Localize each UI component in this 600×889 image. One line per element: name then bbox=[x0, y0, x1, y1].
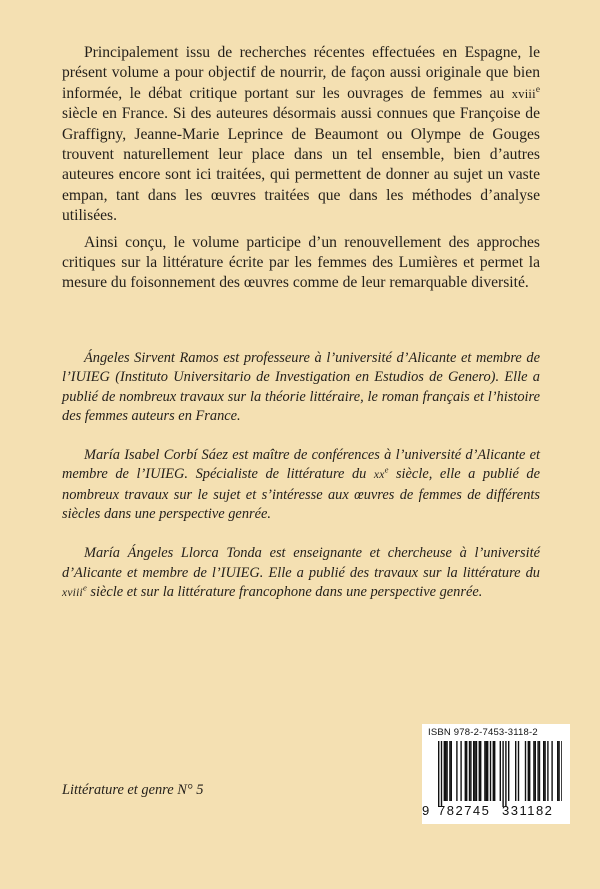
barcode-bar bbox=[484, 741, 485, 801]
barcode-bar bbox=[490, 741, 491, 801]
barcode-bar bbox=[456, 741, 457, 801]
barcode-bar bbox=[557, 741, 558, 801]
barcode-bar bbox=[445, 741, 446, 801]
barcode-guard-bar bbox=[438, 741, 439, 807]
barcode-bar bbox=[537, 741, 538, 801]
barcode-bar bbox=[446, 741, 447, 801]
description-paragraph: Ainsi conçu, le volume participe d’un renouvellement des approches critiques sur la littérature écrite par les femmes des Lumières et permet la mesure du foisonnement des œuvres comme de leur remarquable diversité. bbox=[62, 233, 540, 292]
barcode-guard-bar bbox=[505, 741, 506, 807]
barcode-bar bbox=[493, 741, 494, 801]
book-description bbox=[62, 43, 540, 294]
isbn-label: ISBN 978-2-7453-3118-2 bbox=[428, 727, 538, 738]
barcode-bar bbox=[551, 741, 552, 801]
barcode-bar bbox=[525, 741, 526, 801]
barcode-bar bbox=[449, 741, 450, 801]
barcode-bar bbox=[470, 741, 471, 801]
barcode-bar bbox=[465, 741, 466, 801]
barcode-bar bbox=[500, 741, 501, 801]
barcode-bar bbox=[476, 741, 477, 801]
barcode-bars bbox=[430, 741, 562, 807]
barcode-bar bbox=[479, 741, 480, 801]
author-bio-sirvent-ramos: Ángeles Sirvent Ramos est professeure à l’université d’Alicante et membre de l’IUIEG (Instituto Universitario de Investigation en Estudios de Genero). Elle a publié de nombreux travaux sur la théorie littéraire, le roman français et l’histoire des femmes auteurs en France. bbox=[62, 350, 540, 424]
isbn-barcode: ISBN 978-2-7453-3118-2 9 782745 331182 bbox=[422, 724, 570, 824]
barcode-bar bbox=[444, 741, 445, 801]
barcode-bar bbox=[528, 741, 529, 801]
barcode-bar bbox=[508, 741, 509, 801]
author-bio-corbi-saez: María Isabel Corbí Sáez est maître de conférences à l’université d’Alicante et membre de l’IUIEG. Spécialiste de littérature du $xx^e$ siècle, elle a publié de nombreux travaux sur le sujet et s’intéresse aux œuvres de femmes de différents siècles dans une perspective genrée. bbox=[62, 447, 540, 523]
barcode-bar bbox=[474, 741, 475, 801]
barcode-bar bbox=[466, 741, 467, 801]
barcode-bar bbox=[558, 741, 559, 801]
barcode-bar bbox=[469, 741, 470, 801]
barcode-bar bbox=[561, 741, 562, 801]
author-bios bbox=[62, 349, 540, 623]
barcode-bar bbox=[487, 741, 488, 801]
barcode-bar bbox=[473, 741, 474, 801]
series-label: Littérature et genre N° 5 bbox=[62, 782, 204, 798]
barcode-bar bbox=[529, 741, 530, 801]
barcode-bar bbox=[539, 741, 540, 801]
barcode-bar bbox=[451, 741, 452, 801]
barcode-bar bbox=[547, 741, 548, 801]
barcode-bar bbox=[515, 741, 516, 801]
barcode-bar bbox=[533, 741, 534, 801]
barcode-bar bbox=[480, 741, 481, 801]
barcode-guard-bar bbox=[441, 741, 442, 807]
barcode-guard-bar bbox=[502, 741, 503, 807]
barcode-bar bbox=[518, 741, 519, 801]
barcode-bar bbox=[494, 741, 495, 801]
barcode-bar bbox=[535, 741, 536, 801]
barcode-bar bbox=[544, 741, 545, 801]
barcode-bar bbox=[460, 741, 461, 801]
description-paragraph: Principalement issu de recherches récentes effectuées en Espagne, le présent volume a pour objectif de nourrir, de façon aussi originale que bien informée, le débat critique portant sur les ouvrages de femmes au xviii$^e$ siècle en France. Si des auteures désormais aussi connues que Françoise de Graffigny, Jeanne-Marie Leprince de Beaumont ou Olympe de Gouges trouvent naturellement leur place dans un tel ensemble, bien d’autres auteures encore sont ici traitées, qui permettent de donner au sujet un vaste empan, tant dans les œuvres traitées que dans les méthodes d’analyse utilisées. bbox=[62, 44, 540, 225]
barcode-bar bbox=[486, 741, 487, 801]
barcode-bar bbox=[543, 741, 544, 801]
author-bio-llorca-tonda: María Ángeles Llorca Tonda est enseignante et chercheuse à l’université d’Alicante et membre de l’IUIEG. Elle a publié des travaux sur la littérature du xviii$^e$ siècle et sur la littérature francophone dans une perspective genrée. bbox=[62, 545, 540, 600]
